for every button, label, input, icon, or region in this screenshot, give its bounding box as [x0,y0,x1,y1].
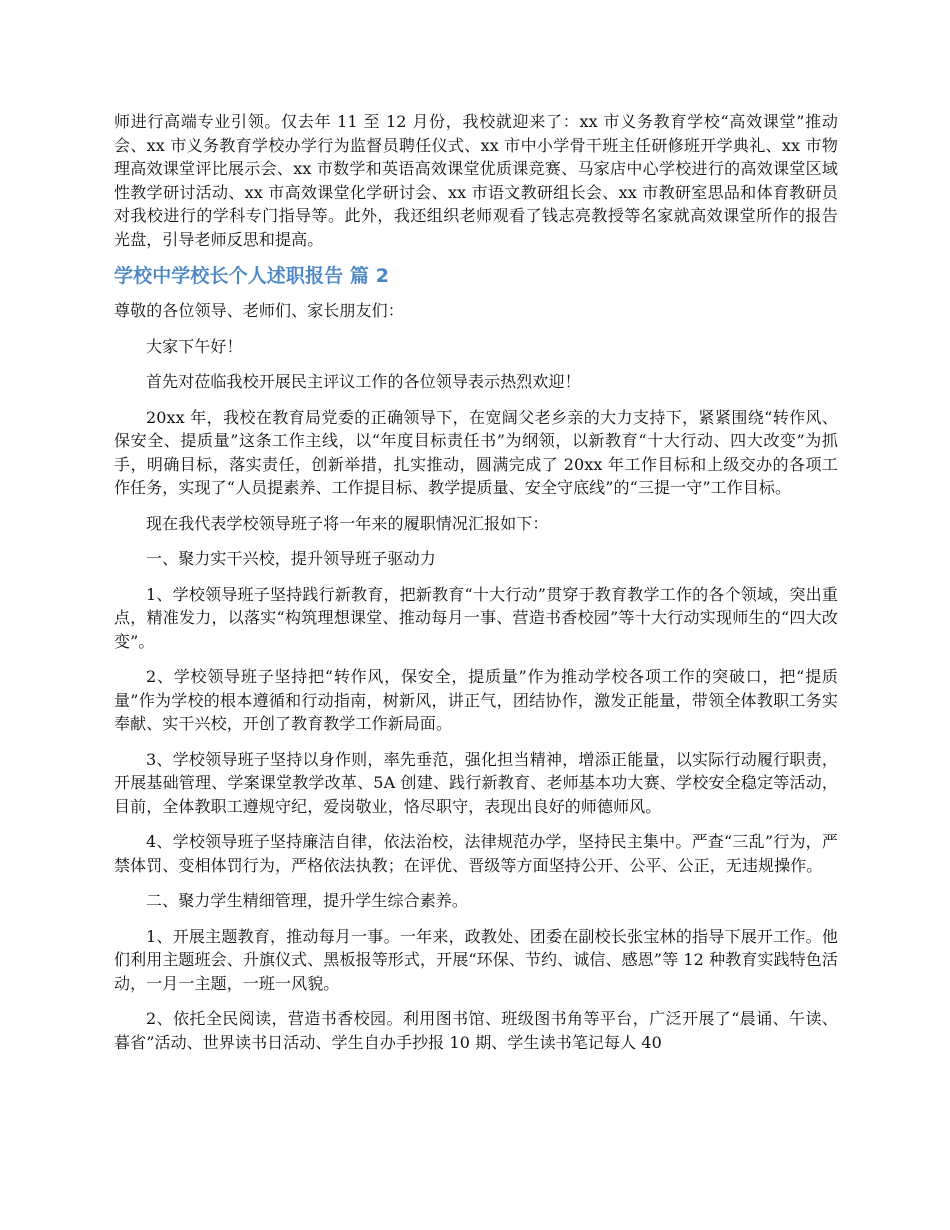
section-2-item-2: 2、依托全民阅读，营造书香校园。利用图书馆、班级图书角等平台，广泛开展了“晨诵、午读、暮省”活动、世界读书日活动、学生自办手抄报 10 期、学生读书笔记每人 40 [114,1009,838,1052]
salutation: 尊敬的各位领导、老师们、家长朋友们： [114,301,404,320]
report-intro: 现在我代表学校领导班子将一年来的履职情况汇报如下： [146,513,549,533]
section-1-item-1: 1、学校领导班子坚持践行新教育，把新教育“十大行动”贯穿于教育教学工作的各个领域，突出重点，精准发力，以落实“构筑理想课堂、推动每月一事、营造书香校园”等十大行动实现师生的“四大改变”。 [114,584,838,651]
section-1-item-2: 2、学校领导班子坚持把“转作风，保安全，提质量”作为推动学校各项工作的突破口，把“提质量”作为学校的根本遵循和行动指南，树新风，讲正气，团结协作，激发正能量，带领全体教职工务实奉献、实干兴校，开创了教育教学工作新局面。 [114,667,838,733]
section-2-item-1: 1、开展主题教育，推动每月一事。一年来，政教处、团委在副校长张宝林的指导下展开工作。他们利用主题班会、升旗仪式、黑板报等形式，开展“环保、节约、诚信、感恩”等 12 种教育实践特色活动，一月一主题，一班一风貌。 [114,926,838,993]
document-page [114,110,838,1066]
section-1-title: 一、聚力实干兴校，提升领导班子驱动力 [146,549,436,568]
section-2-title: 二、聚力学生精细管理，提升学生综合素养。 [146,891,469,910]
section-heading: 学校中学校长个人述职报告 篇 2 [114,265,390,287]
summary-paragraph: 20xx 年，我校在教育局党委的正确领导下，在宽阔父老乡亲的大力支持下，紧紧围绕“转作风、保安全、提质量”这条工作主线，以“年度目标责任书”为纲领，以新教育“十大行动、四大改变”为抓手，明确目标，落实责任，创新举措，扎实推动，圆满完成了 20xx 年工作目标和上级交办的各项工作任务，实现了“人员提素养、工作提目标、教学提质量、安全守底线”的“三提一守”工作目标。 [114,407,838,497]
welcome-paragraph: 首先对莅临我校开展民主评议工作的各位领导表示热烈欢迎！ [146,372,581,391]
intro-paragraph: 师进行高端专业引领。仅去年 11 至 12 月份，我校就迎来了：xx 市义务教育学校“高效课堂”推动会、xx 市义务教育学校办学行为监督员聘任仪式、xx 市中小学骨干班主任研修班开学典礼、xx 市物理高效课堂评比展示会、xx 市数学和英语高效课堂优质课竞赛、马家店中心学校进行的高效课堂区域性教学研讨活动、xx 市高效课堂化学研讨会、xx 市语文教研组长会、xx 市教研室思品和体育教研员对我校进行的学科专门指导等。此外，我还组织老师观看了钱志亮教授等名家就高效课堂所作的报告光盘，引导老师反思和提高。 [114,112,838,249]
greeting: 大家下午好！ [146,336,243,356]
section-1-item-4: 4、学校领导班子坚持廉洁自律，依法治校，法律规范办学，坚持民主集中。严查“三乱”行为，严禁体罚、变相体罚行为，严格依法执教；在评优、晋级等方面坚持公开、公平、公正，无违规操作。 [114,832,838,875]
section-1-item-3: 3、学校领导班子坚持以身作则，率先垂范，强化担当精神，增添正能量，以实际行动履行职责，开展基础管理、学案课堂教学改革、5A 创建、践行新教育、老师基本功大赛、学校安全稳定等活动，目前，全体教职工遵规守纪，爱岗敬业，恪尽职守，表现出良好的师德师风。 [114,749,838,816]
